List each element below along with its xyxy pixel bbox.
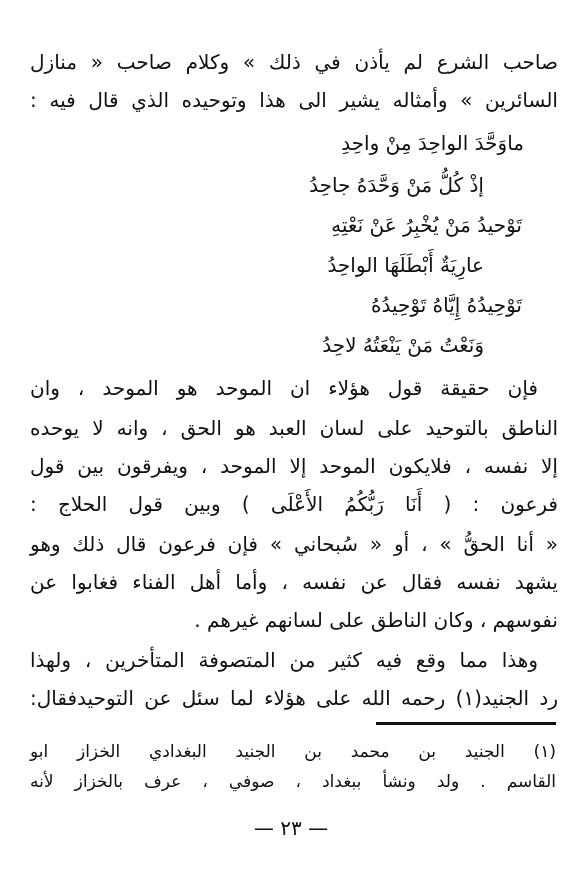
poem-verse-6: وَنَعْتُ مَنْ يَنْعَتُهُ لاحِدُ [322, 333, 484, 357]
poem-verse-1: ماوَحَّدَ الواحِدَ مِنْ واحِدِ [341, 131, 524, 155]
closing-line-2: رد الجنيد(١) رحمه الله على هؤلاء لما سئل عن التوحيدفقال: [30, 686, 558, 710]
intro-line-2: السائرين » وأمثاله يشير الى هذا وتوحيده الذي قال فيه : [30, 88, 558, 112]
poem-verse-3: تَوْحيدُ مَنْ يُخْبِرُ عَنْ نَعْتِهِ [331, 213, 522, 237]
poem-verse-2: إذْ كُلُّ مَنْ وَحَّدَهُ جاحِدُ [309, 173, 484, 197]
body-line-3: إلا نفسه ، فلايكون الموحد إلا الموحد ، ويفرقون بين قول [30, 454, 558, 478]
body-line-5: « أنا الحقُّ » ، أو « سُبحاني » فإن فرعون قال ذلك وهو [30, 532, 558, 556]
footnote-line-2: القاسم . ولد ونشأ ببغداد ، صوفي ، عرف بالخزاز لأنه [30, 772, 556, 792]
poem-verse-5: تَوْحِيدُهُ إِيَّاهُ تَوْحِيدُهُ [371, 293, 522, 317]
footnote-line-1: (١) الجنيد بن محمد بن الجنيد البغدادي الخزاز ابو [30, 742, 556, 762]
footnote-separator [376, 722, 556, 725]
intro-line-1: صاحب الشرع لم يأذن في ذلك » وكلام صاحب « منازل [30, 50, 558, 74]
page-number: — ٢٣ — [253, 816, 329, 840]
body-line-1: فإن حقيقة قول هؤلاء ان الموحد هو الموحد ، وان [30, 376, 538, 400]
closing-line-1: وهذا مما وقع فيه كثير من المتصوفة المتأخرين ، ولهذا [30, 648, 538, 672]
body-line-6: يشهد نفسه فقال عن نفسه ، وأما أهل الفناء فغابوا عن [30, 570, 558, 594]
body-line-7: نفوسهم ، وكان الناطق على لسانهم غيرهم . [194, 608, 558, 632]
body-line-2: الناطق بالتوحيد على لسان العبد هو الحق ، وانه لا يوحده [30, 416, 558, 440]
poem-verse-4: عارِيَةٌ أَبْطَلَهَا الواحِدُ [327, 253, 484, 277]
body-line-4: فرعون : ( أَنَا رَبُّكُمُ الأَعْلَى ) وبين قول الحلاج : [30, 492, 558, 516]
